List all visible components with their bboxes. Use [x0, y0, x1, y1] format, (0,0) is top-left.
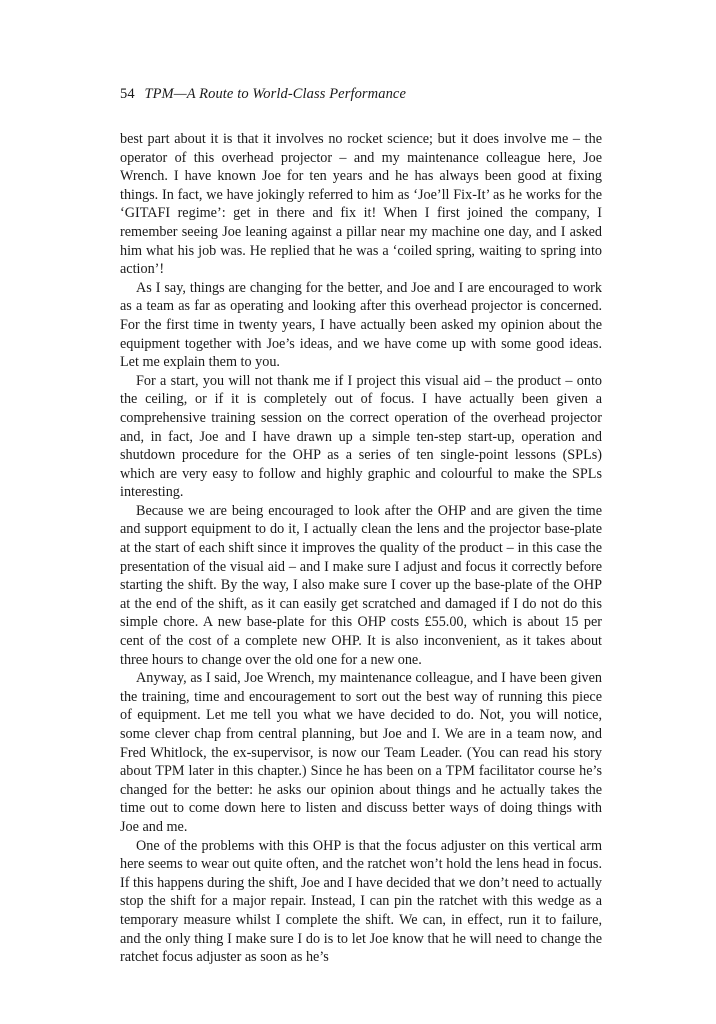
paragraph-5: Anyway, as I said, Joe Wrench, my maintenance colleague, and I have been given the training, time and encouragement to sort out the best way of running this piece of equipment. Let me tell you what we have decided to do. Not, you will notice, some clever chap from central planning, but Joe and I. We are in a team now, and Fred Whitlock, the ex-supervisor, is now our Team Leader. (You can read his story about TPM later in this chapter.) Since he has been on a TPM facilitator course he’s changed for the better: he asks our opinion about things and he actually takes the time out to come down here to listen and discuss better ways of doing things with Joe and me. [120, 670, 602, 835]
paragraph-6: One of the problems with this OHP is that the focus adjuster on this vertical arm here seems to wear out quite often, and the ratchet won’t hold the lens head in focus. If this happens during the shift, Joe and I have decided that we don’t need to actually stop the shift for a major repair. Instead, I can pin the ratchet with this wedge as a temporary measure whilst I complete the shift. We can, in effect, run it to failure, and the only thing I make sure I do is to let Joe know that he will need to change the ratchet focus adjuster as soon as he’s [120, 837, 602, 966]
paragraph-1: best part about it is that it involves no rocket science; but it does involve me – the operator of this overhead projector – and my maintenance colleague here, Joe Wrench. I have known Joe for ten years and he has always been good at fixing things. In fact, we have jokingly referred to him as ‘Joe’ll Fix-It’ as he works for the ‘GITAFI regime’: get in there and fix it! When I first joined the company, I remember seeing Joe leaning against a pillar near my machine one day, and I asked him what his job was. He replied that he was a ‘coiled spring, waiting to spring into action’! [120, 131, 602, 278]
running-title: TPM—A Route to World-Class Performance [144, 86, 407, 102]
page-number: 54 [120, 86, 135, 102]
paragraph-3: For a start, you will not thank me if I project this visual aid – the product – onto the ceiling, or if it is completely out of focus. I have actually been given a comprehensive training session on the correct operation of the overhead projector and, in fact, Joe and I have drawn up a simple ten-step start-up, operation and shutdown procedure for the OHP as a series of ten single-point lessons (SPLs) which are very easy to follow and highly graphic and colourful to make the SPLs interesting. [120, 372, 602, 501]
running-header [120, 86, 406, 103]
body-text [120, 130, 602, 967]
paragraph-4: Because we are being encouraged to look after the OHP and are given the time and support equipment to do it, I actually clean the lens and the projector base-plate at the start of each shift since it improves the quality of the product – in this case the presentation of the visual aid – and I make sure I adjust and focus it correctly before starting the shift. By the way, I also make sure I cover up the base-plate of the OHP at the end of the shift, as it can easily get scratched and damaged if I do not do this simple chore. A new base-plate for this OHP costs £55.00, which is about 15 per cent of the cost of a complete new OHP. It is also inconvenient, as it takes about three hours to change over the old one for a new one. [120, 502, 602, 668]
paragraph-2: As I say, things are changing for the better, and Joe and I are encouraged to work as a team as far as operating and looking after this overhead projector is concerned. For the first time in twenty years, I have actually been asked my opinion about the equipment together with Joe’s ideas, and we have come up with some good ideas. Let me explain them to you. [120, 279, 602, 371]
